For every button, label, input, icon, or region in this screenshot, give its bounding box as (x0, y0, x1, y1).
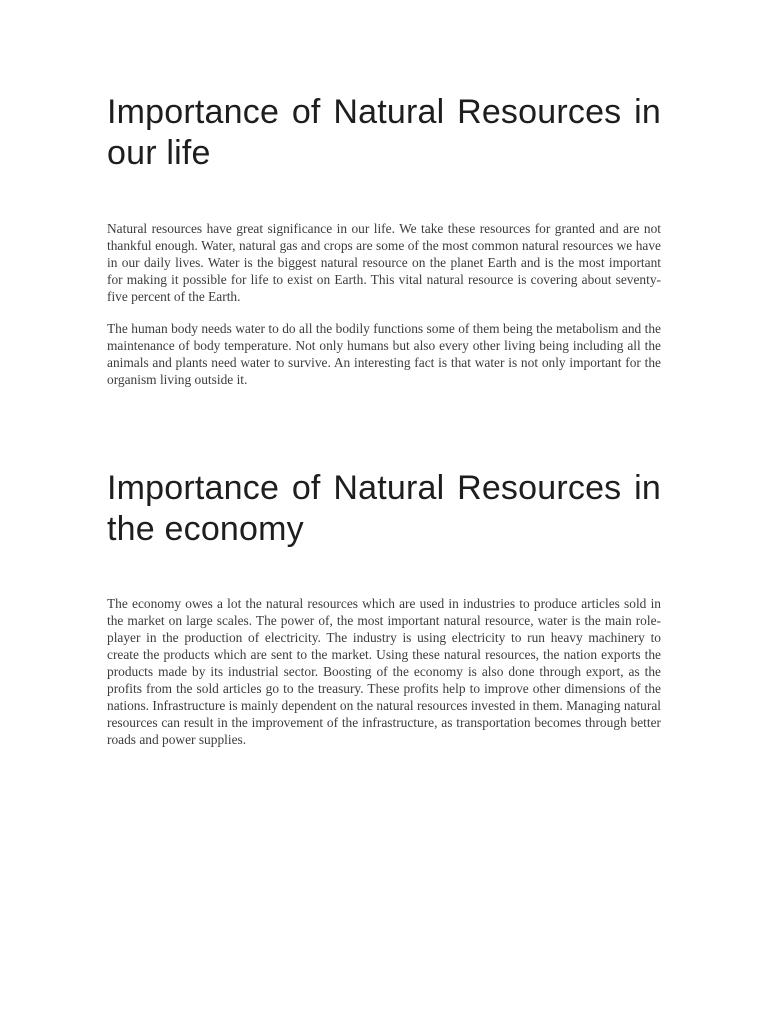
section-heading-life: Importance of Natural Resources in our life (107, 93, 661, 172)
paragraph-life-2: The human body needs water to do all the bodily functions some of them being the metabolism and the maintenance of body temperature. Not only humans but also every other living being including all the animals and plants need water to survive. An interesting fact is that water is not only important for the organism living outside it. (107, 321, 661, 387)
paragraph-life-1: Natural resources have great significance in our life. We take these resources for granted and are not thankful enough. Water, natural gas and crops are some of the most common natural resources we have in our daily lives. Water is the biggest natural resource on the planet Earth and is the most important for making it possible for life to exist on Earth. This vital natural resource is covering about seventy-five percent of the Earth. (107, 221, 661, 304)
paragraph-economy-1: The economy owes a lot the natural resources which are used in industries to produce articles sold in the market on large scales. The power of, the most important natural resource, water is the main role-player in the production of electricity. The industry is using electricity to run heavy machinery to create the products which are sent to the market. Using these natural resources, the nation exports the products made by its industrial sector. Boosting of the economy is also done through export, as the profits from the sold articles go to the treasury. These profits help to improve other dimensions of the nations. Infrastructure is mainly dependent on the natural resources invested in them. Managing natural resources can result in the improvement of the infrastructure, as transportation becomes through better roads and power supplies. (107, 596, 661, 747)
section-heading-economy: Importance of Natural Resources in the economy (107, 469, 661, 548)
